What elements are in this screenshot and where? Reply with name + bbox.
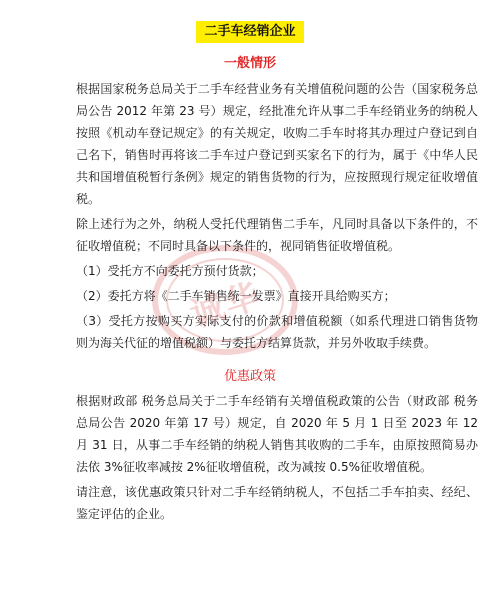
section-heading-general: 一般情形 [223,56,276,71]
paragraph-notice: 请注意，该优惠政策只针对二手车经销纳税人，不包括二手车拍卖、经纪、鉴定评估的企业。 [76,485,478,521]
condition-item-3: （3）受托方按购买方实际支付的价款和增值税额（如系代理进口销售货物则为海关代征的增值税额）与委托方结算货款，并另外收取手续费。 [76,314,478,350]
title-wrap [22,20,478,44]
condition-item-1: （1）受托方不向委托方预付货款； [76,264,264,278]
watermark-text: 诚华 [185,275,267,336]
condition-item-2: （2）委托方将《二手车销售统一发票》直接开具给购买方； [76,289,396,303]
section-heading-preferential: 优惠政策 [223,369,276,384]
paragraph-announcement-2020: 根据财政部 税务总局关于二手车经销有关增值税政策的公告（财政部 税务总局公告 2020 年第 17 号）规定，自 2020 年 5 月 1 日至 2023 年 12 月 31 日，从事二手车经销的纳税人销售其收购的二手车，由原按照简易办法依 3%征收率减按 2%征收增值税，改为减按 0.5%征收增值税。 [76,394,478,474]
document-title: 二手车经销企业 [196,21,303,43]
paragraph-agency-sale: 除上述行为之外，纳税人受托代理销售二手车，凡同时具备以下条件的，不征收增值税；不同时具备以下条件的，视同销售征收增值税。 [76,217,478,253]
paragraph-announcement-2012: 根据国家税务总局关于二手车经营业务有关增值税问题的公告（国家税务总局公告 2012 年第 23 号）规定，经批准允许从事二手车经销业务的纳税人按照《机动车登记规定》的有关规定，收购二手车时将其办理过户登记到自己名下，销售时再将该二手车过户登记到买家名下的行为，属于《中华人民共和国增值税暂行条例》规定的销售货物的行为，应按照现行规定征收增值税。 [76,82,478,206]
